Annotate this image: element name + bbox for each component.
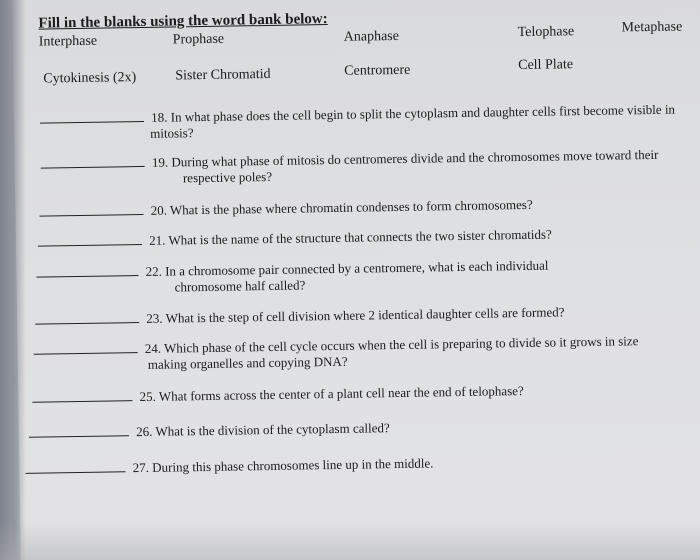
question-text: What forms across the center of a plant cell near the end of telophase? <box>158 383 524 404</box>
question-number: 22. <box>145 263 162 279</box>
question-19 <box>41 146 659 189</box>
question-text: What is the phase where chromatin condenses to form chromosomes? <box>169 196 533 218</box>
question-number: 20. <box>150 202 168 218</box>
answer-blank[interactable] <box>36 263 138 278</box>
question-number: 19. <box>151 154 169 170</box>
answer-blank[interactable] <box>39 202 143 217</box>
word-bank-item: Interphase <box>38 33 98 50</box>
question-21 <box>38 226 552 251</box>
question-20 <box>39 196 533 221</box>
question-22 <box>36 257 549 298</box>
question-27 <box>25 454 433 477</box>
question-number: 21. <box>149 232 166 248</box>
question-text-continued: making organelles and copying DNA? <box>147 353 348 372</box>
question-number: 24. <box>144 340 162 356</box>
answer-blank[interactable] <box>33 340 137 355</box>
answer-blank[interactable] <box>32 388 132 403</box>
word-bank-item: Cell Plate <box>518 57 574 74</box>
worksheet-page <box>12 0 700 560</box>
word-bank-item: Telophase <box>517 24 575 41</box>
question-number: 25. <box>139 388 156 405</box>
question-25 <box>32 382 524 407</box>
answer-blank[interactable] <box>35 310 139 325</box>
question-text: During what phase of mitosis do centromeres divide and the chromosomes move toward their <box>171 146 659 170</box>
question-26 <box>29 419 390 442</box>
question-text: In what phase does the cell begin to split the cytoplasm and daughter cells first become visible in <box>170 101 676 125</box>
answer-blank[interactable] <box>41 154 145 169</box>
question-text: Which phase of the cell cycle occurs when the cell is preparing to divide so it grows in size <box>163 333 639 356</box>
question-text-continued: respective poles? <box>182 168 273 186</box>
question-text-continued: chromosome half called? <box>174 277 306 295</box>
question-23 <box>35 303 565 328</box>
question-text: In a chromosome pair connected by a centromere, what is each individual <box>165 257 549 279</box>
word-bank-item: Anaphase <box>343 28 400 45</box>
question-number: 27. <box>132 459 150 476</box>
word-bank-item: Prophase <box>172 31 225 48</box>
answer-blank[interactable] <box>29 423 129 438</box>
answer-blank[interactable] <box>40 109 144 124</box>
word-bank-item: Centromere <box>344 62 411 79</box>
answer-blank[interactable] <box>38 232 142 247</box>
answer-blank[interactable] <box>25 459 125 474</box>
question-24 <box>33 332 638 374</box>
word-bank-item: Cytokinesis (2x) <box>43 70 137 87</box>
word-bank-item: Metaphase <box>621 19 683 36</box>
question-text: What is the step of cell division where 2 identical daughter cells are formed? <box>165 304 565 326</box>
word-bank-item: Sister Chromatid <box>175 66 271 84</box>
question-text: During this phase chromosomes line up in the middle. <box>152 455 434 475</box>
word-bank-title: Fill in the blanks using the word bank below: <box>38 11 328 32</box>
question-text-continued: mitosis? <box>150 125 194 141</box>
question-number: 23. <box>146 310 163 326</box>
question-text: What is the division of the cytoplasm called? <box>155 420 390 439</box>
question-18 <box>40 101 676 144</box>
question-text: What is the name of the structure that connects the two sister chromatids? <box>168 226 552 248</box>
question-number: 18. <box>151 109 168 125</box>
question-number: 26. <box>136 423 153 440</box>
